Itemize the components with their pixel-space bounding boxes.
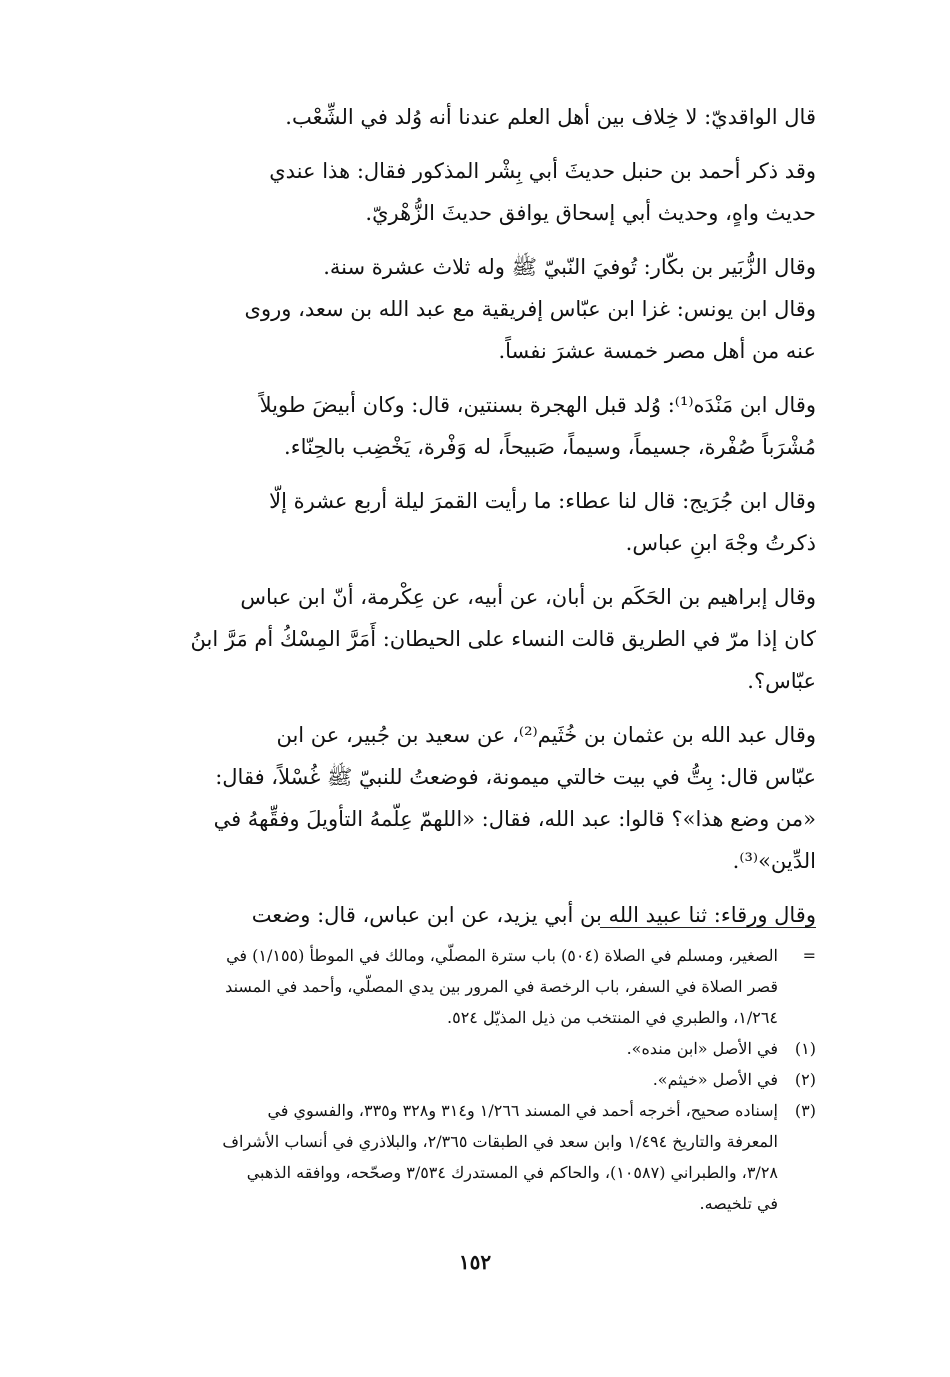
footnote-line: إسناده صحيح، أخرجه أحمد في المسند ١/٢٦٦ و٣١٤ و٣٢٨ و٣٣٥، والفسوي في [267,1101,778,1120]
footnote-line: ١/٢٦٤، والطبري في المنتخب من ذيل المذيّل ٥٢٤. [447,1008,778,1027]
paragraph-ibn-jurayj [120,480,816,564]
footnote-text [120,1095,778,1219]
footnote-line: في تلخيصه. [699,1194,778,1213]
paragraph-ibrahim-ibn-al-hakam [120,576,816,702]
paragraph-ibn-yunus [120,288,816,372]
paragraph-warqa [120,894,816,936]
footnote-marker: = [802,946,816,965]
paragraph-waqidi [120,96,816,138]
paragraph-abdullah-ibn-uthman [120,714,816,882]
footnote-continuation [120,940,816,1033]
footnote-divider [600,927,816,928]
footnote-marker: (٢) [794,1070,816,1089]
text-line: «من وضع هذا»؟ قالوا: عبد الله، فقال: «اللهمّ عِلّمهُ التأويلَ وفقِّههُ في [213,807,816,831]
text-line: ذكرتُ وجْهَ ابنِ عباس. [625,531,816,555]
text-line: وقال ابن يونس: غزا ابن عبّاس إفريقية مع عبد الله بن سعد، وروى [244,297,816,321]
text-line: قال الواقديّ: لا خِلاف بين أهل العلم عندنا أنه وُلد في الشِّعْب. [285,105,816,129]
paragraph-zubayr-ibn-bakkar [120,246,816,288]
text-line: مُشْرَباً صُفْرة، جسيماً، وسيماً، صَبيحاً، له وَفْرة، يَخْضِب بالحِنّاء. [284,435,816,459]
text-line: وقال ورقاء: ثنا عبيد الله بن أبي يزيد، عن ابن عباس، قال: وضعت [251,903,816,927]
text-line: وقال ابن مَنْدَه⁽¹⁾: وُلد قبل الهجرة بسنتين، قال: وكان أبيضَ طويلاً [259,393,816,417]
footnote-line: المعرفة والتاريخ ١/٤٩٤ وابن سعد في الطبقات ٢/٣٦٥، والبلاذري في أنساب الأشراف [222,1132,778,1151]
footnote-line: ٣/٢٨، والطبراني (١٠٥٨٧)، والحاكم في المستدرك ٣/٥٣٤ وصحّحه، ووافقه الذهبي [246,1163,778,1182]
footnote-text [120,1064,778,1095]
footnote-marker: (٣) [794,1101,816,1120]
text-line: عبّاس قال: بِتُّ في بيت خالتي ميمونة، فوضعتُ للنبيّ ﷺ غُسْلاً، فقال: [215,765,816,789]
footnote-text [120,1033,778,1064]
footnotes-section [120,940,816,1219]
footnote-marker: (١) [794,1039,816,1058]
footnote-2 [120,1064,816,1095]
paragraph-ibn-mandah [120,384,816,468]
page-number: ١٥٢ [458,1250,492,1274]
footnote-1 [120,1033,816,1064]
footnote-line: في الأصل «خيثم». [652,1070,778,1089]
text-line: كان إذا مرّ في الطريق قالت النساء على الحيطان: أَمَرَّ المِسْكُ أم مَرَّ ابنُ [190,627,816,651]
text-line: وقال عبد الله بن عثمان بن خُثَيم⁽²⁾، عن سعيد بن جُبير، عن ابن [276,723,816,747]
text-line: وقد ذكر أحمد بن حنبل حديثَ أبي بِشْر المذكور فقال: هذا عندي [269,159,816,183]
text-line: وقال ابن جُرَيج: قال لنا عطاء: ما رأيت القمرَ ليلة أربع عشرة إلّا [269,489,816,513]
footnote-line: الصغير، ومسلم في الصلاة (٥٠٤) باب سترة المصلّي، ومالك في الموطأ (١/١٥٥) في [226,946,778,965]
footnote-line: قصر الصلاة في السفر، باب الرخصة في المرور بين يدي المصلّي، وأحمد في المسند [225,977,778,996]
text-line: حديث واهٍ، وحديث أبي إسحاق يوافق حديثَ الزُّهْريّ. [365,201,816,225]
footnote-3 [120,1095,816,1219]
text-line: الدِّين»⁽³⁾. [732,849,816,873]
footnote-line: في الأصل «ابن منده». [626,1039,778,1058]
main-text [120,96,816,948]
text-line: عنه من أهل مصر خمسة عشرَ نفساً. [498,339,816,363]
text-line: عبّاس؟. [747,669,816,693]
paragraph-ahmad-ibn-hanbal [120,150,816,234]
footnote-text [120,940,778,1033]
text-line: وقال إبراهيم بن الحَكَم بن أبان، عن أبيه، عن عِكْرمة، أنّ ابن عباس [240,585,816,609]
text-line: وقال الزُّبَير بن بكّار: تُوفيَ النّبيّ ﷺ وله ثلاث عشرة سنة. [323,255,816,279]
